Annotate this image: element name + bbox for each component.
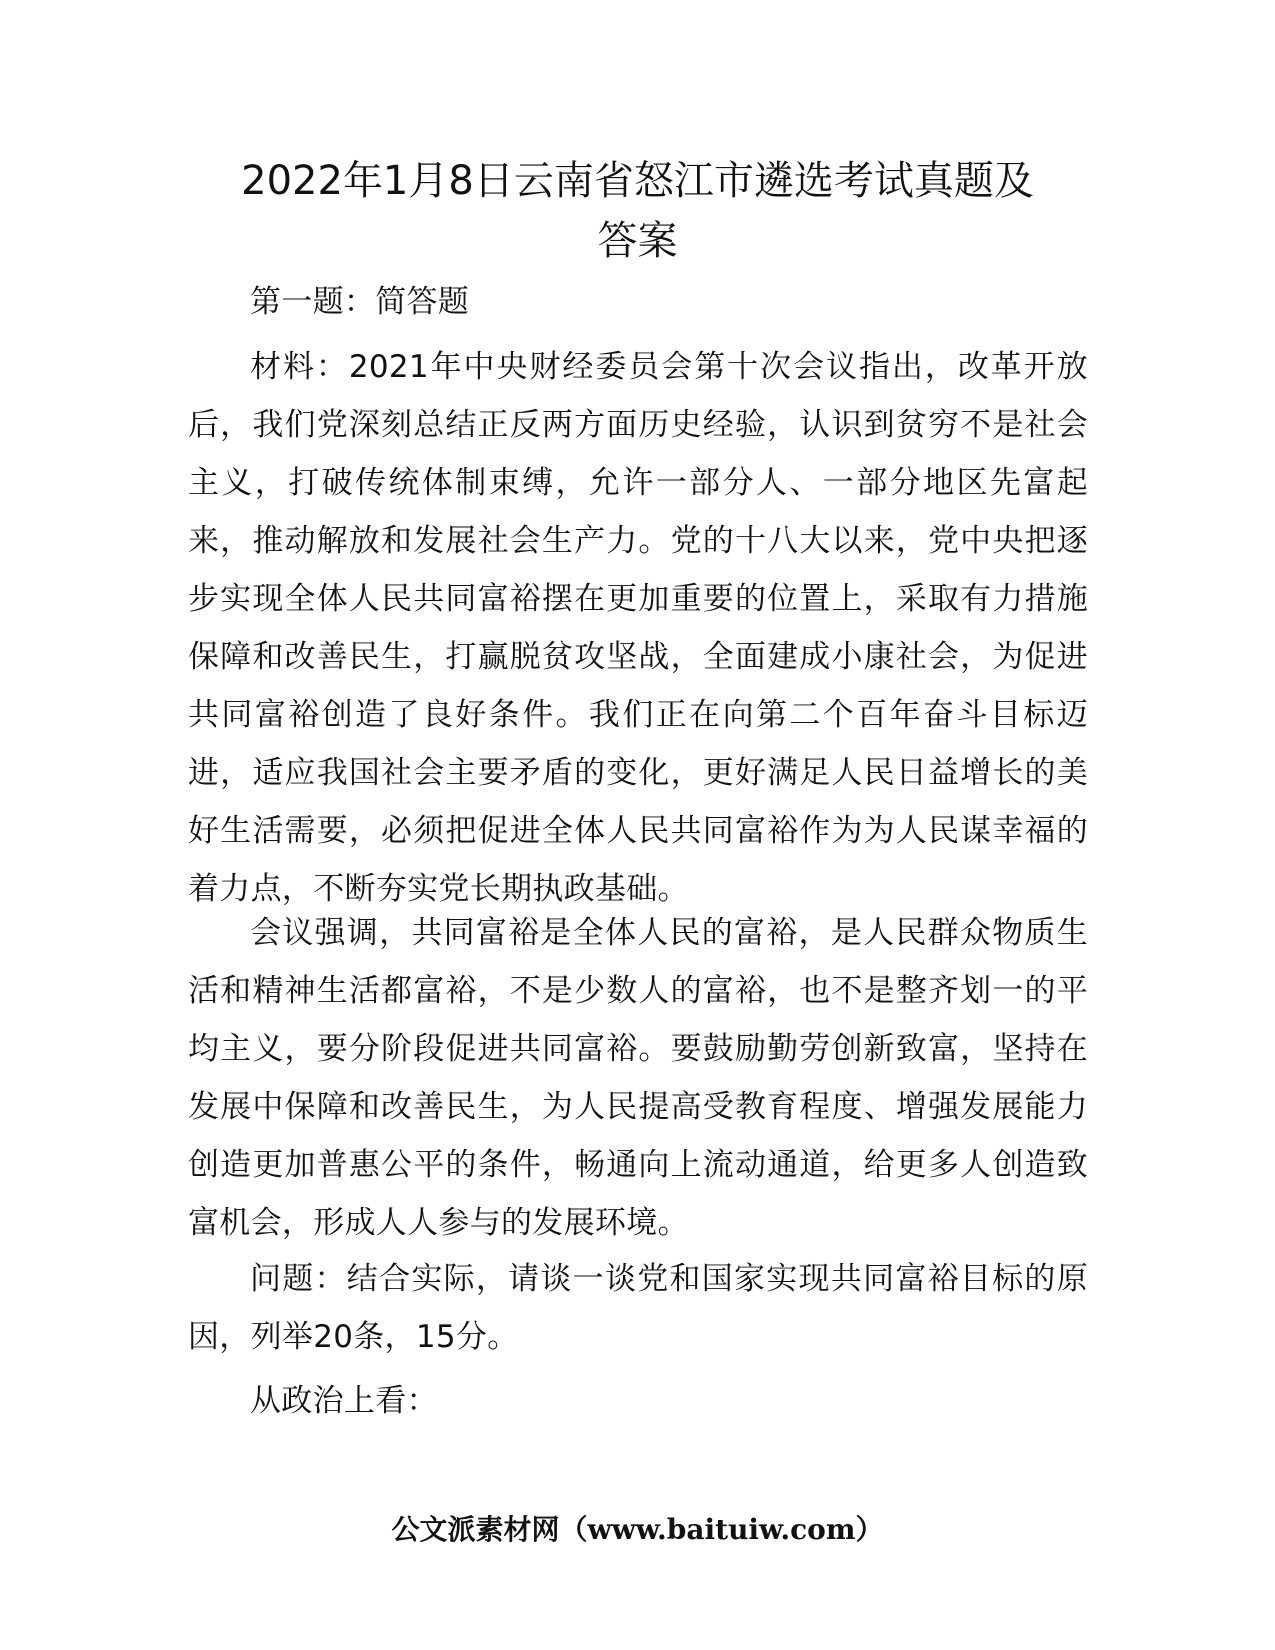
question-paragraph: 问题：结合实际，请谈一谈党和国家实现共同富裕目标的原因，列举20条，15分。 xyxy=(188,1261,1088,1355)
answer-heading: 从政治上看： xyxy=(250,1383,438,1419)
document-title-line-2: 答案 xyxy=(597,218,678,264)
source-footer: 公文派素材网（www.baituiw.com） xyxy=(391,1513,884,1546)
document-title-line-1: 2022年1月8日云南省怒江市遴选考试真题及 xyxy=(241,158,1034,204)
material-paragraph: 材料：2021年中央财经委员会第十次会议指出，改革开放后，我们党深刻总结正反两方面历史经验，认识到贫穷不是社会主义，打破传统体制束缚，允许一部分人、一部分地区先富起来，推动解放和发展社会生产力。党的十八大以来，党中央把逐步实现全体人民共同富裕摆在更加重要的位置上，采取有力措施保障和改善民生，打赢脱贫攻坚战，全面建成小康社会，为促进共同富裕创造了良好条件。我们正在向第二个百年奋斗目标迈进，适应我国社会主要矛盾的变化，更好满足人民日益增长的美好生活需要，必须把促进全体人民共同富裕作为为人民谋幸福的着力点，不断夯实党长期执政基础。 xyxy=(188,349,1088,907)
section-heading: 第一题：简答题 xyxy=(250,284,470,320)
meeting-paragraph: 会议强调，共同富裕是全体人民的富裕，是人民群众物质生活和精神生活都富裕，不是少数人的富裕，也不是整齐划一的平均主义，要分阶段促进共同富裕。要鼓励勤劳创新致富，坚持在发展中保障和改善民生，为人民提高受教育程度、增强发展能力创造更加普惠公平的条件，畅通向上流动通道，给更多人创造致富机会，形成人人参与的发展环境。 xyxy=(188,915,1088,1241)
